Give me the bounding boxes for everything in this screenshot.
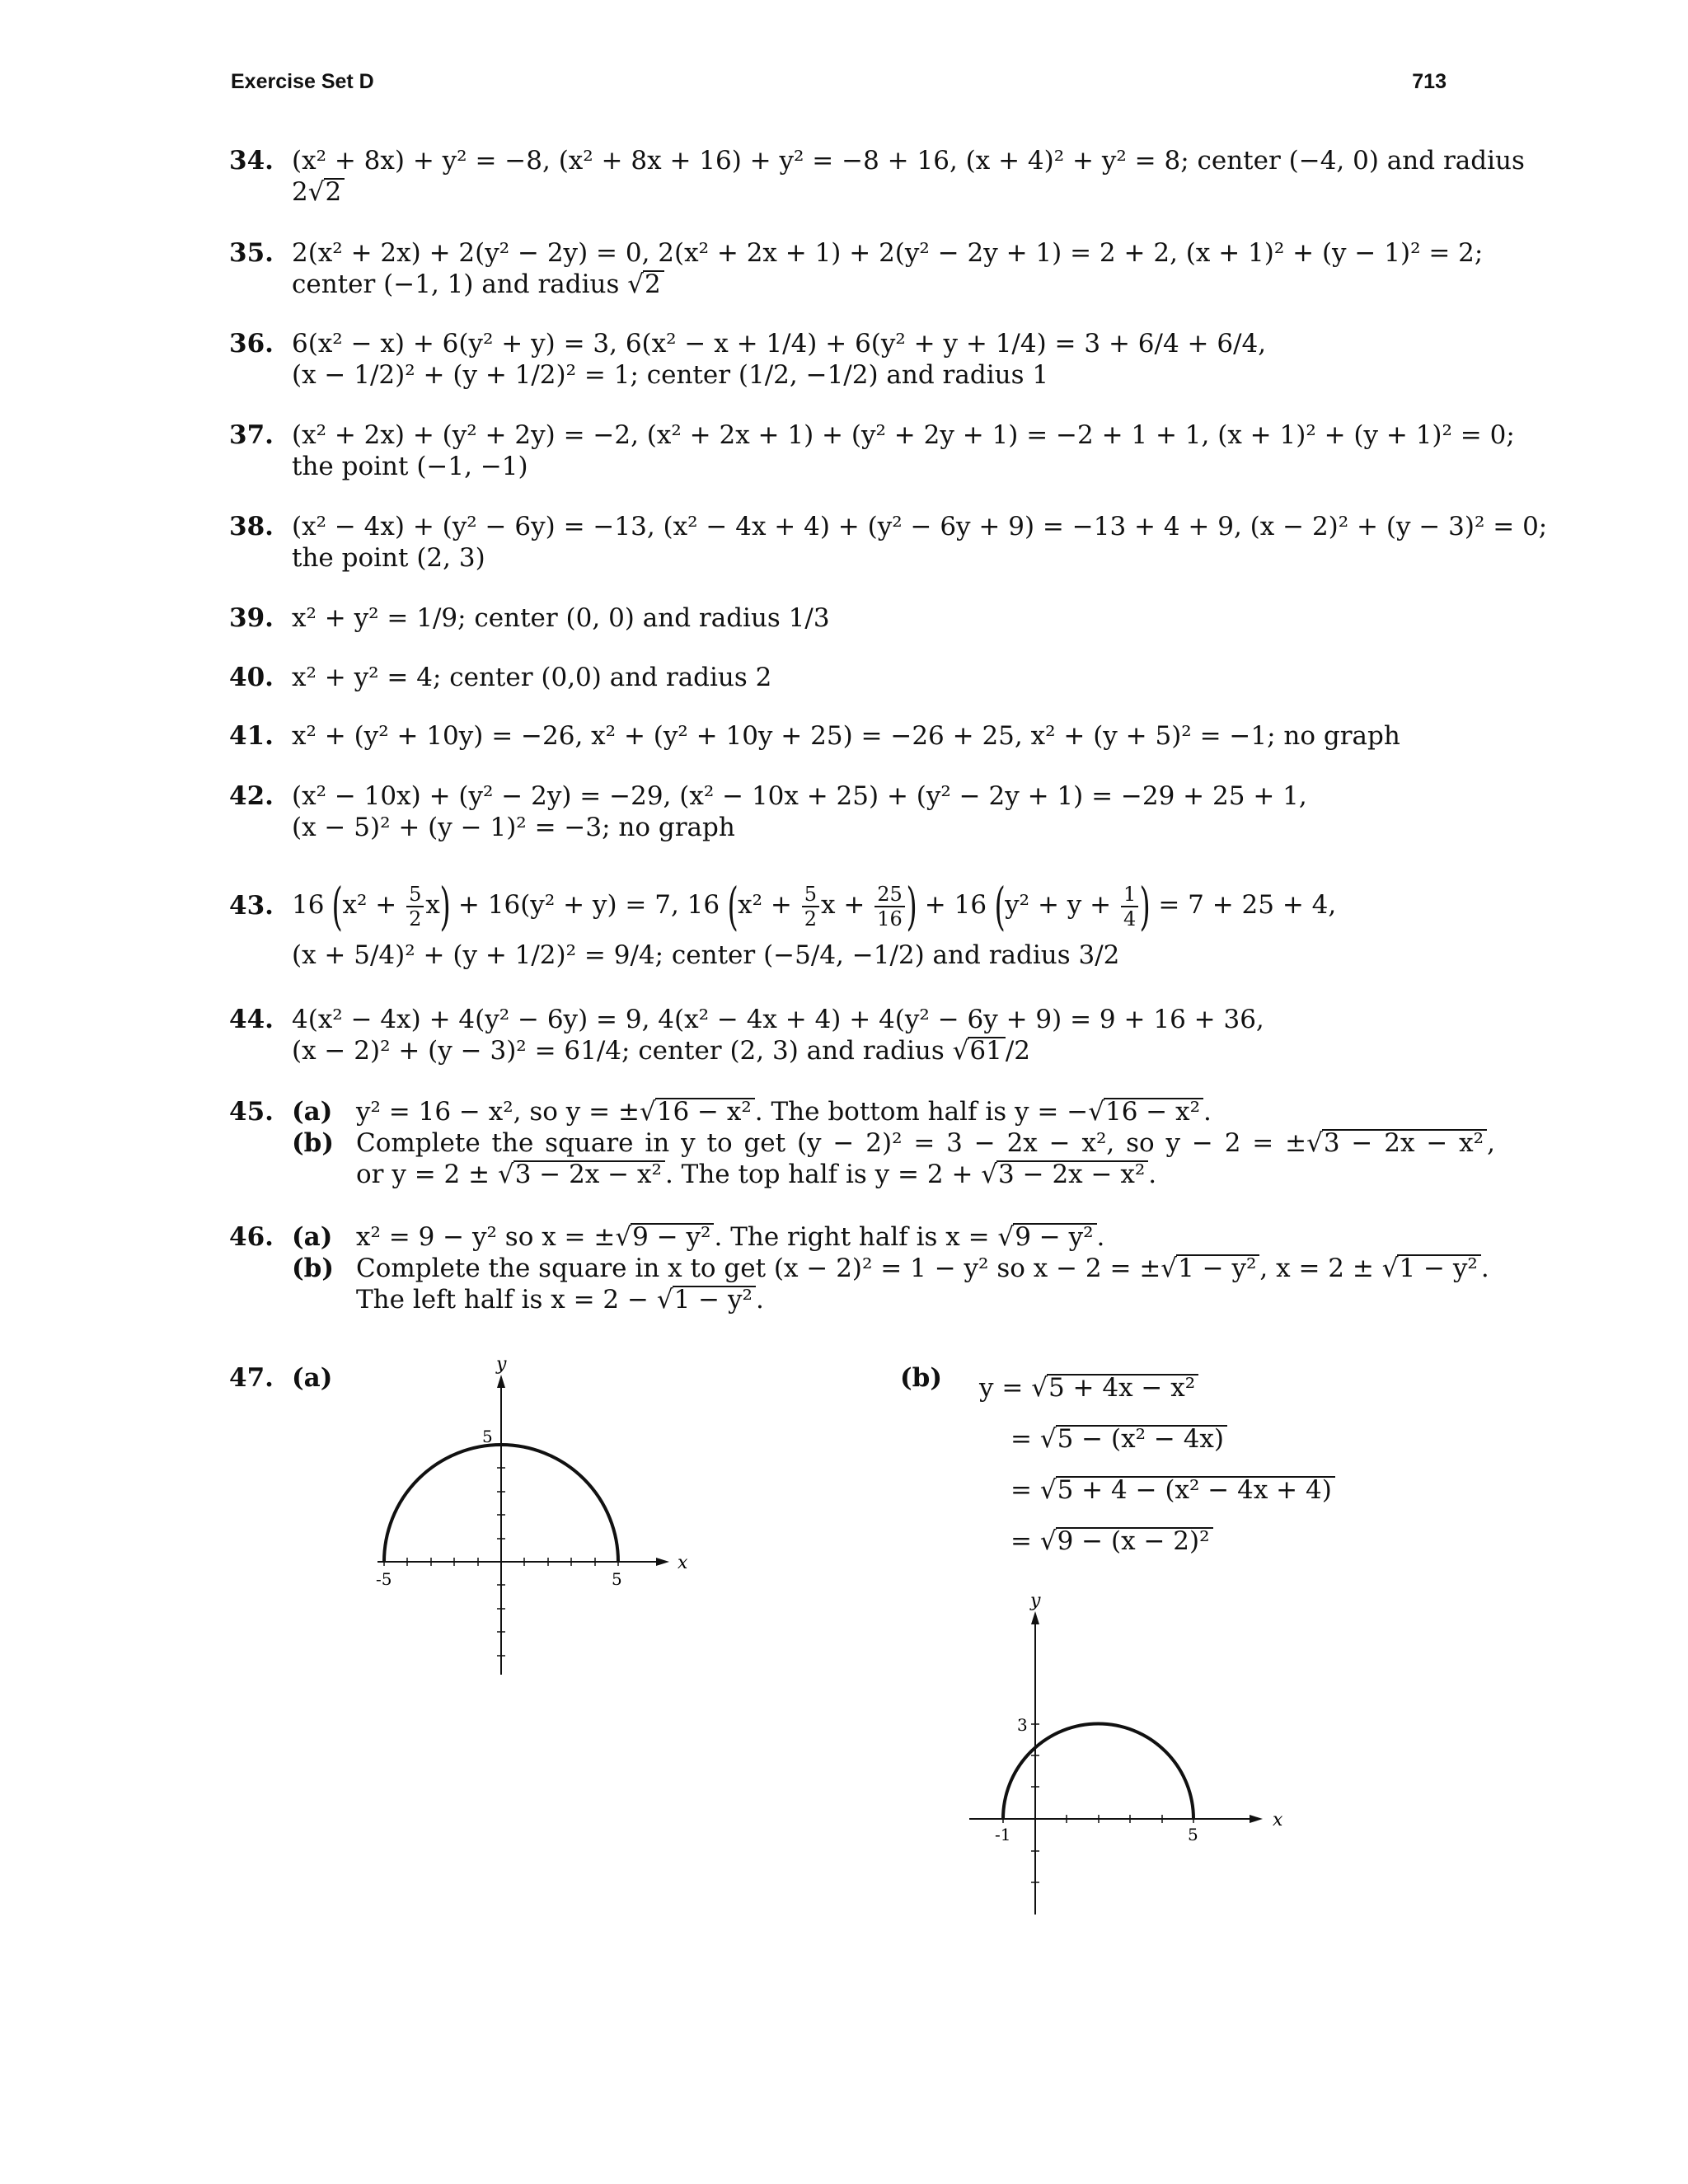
solution-text: x² = 9 − y² so x = ± — [356, 1222, 616, 1252]
part-a — [292, 1096, 1449, 1127]
solution-text: . — [1148, 1160, 1157, 1189]
math-text: = — [1010, 1424, 1040, 1454]
denominator: 4 — [1123, 907, 1137, 930]
numerator: 5 — [406, 883, 424, 907]
exercise-40 — [229, 662, 1449, 693]
radicand: 1 − y² — [1176, 1254, 1259, 1281]
y-axis-label: y — [496, 1360, 507, 1375]
solution-text: . — [755, 1285, 764, 1315]
solution-line: (x − 5)² + (y − 1)² = −3; no graph — [292, 813, 735, 842]
solution-text: Complete the square in y to get (y − 2)² = 3 − 2x − x², so y − 2 = ± — [356, 1128, 1307, 1158]
tick-label-top: 5 — [482, 1427, 493, 1446]
solution-line — [356, 1284, 1449, 1315]
exercise-38 — [229, 511, 1548, 574]
radical-sign: √ — [1088, 1097, 1104, 1127]
tick-label-right: 5 — [612, 1569, 622, 1589]
exercise-number: 41. — [229, 721, 274, 751]
solution-line — [292, 1035, 1449, 1066]
exercise-43 — [229, 872, 1449, 971]
math-text: x² + — [342, 890, 406, 920]
solution-text: /2 — [1005, 1036, 1030, 1066]
solution-line — [292, 176, 1449, 208]
exercise-number: 47. — [229, 1363, 274, 1393]
solution-text: . The right half is x = — [714, 1222, 998, 1252]
part-label: (b) — [292, 1254, 335, 1283]
exercise-44 — [229, 1004, 1449, 1066]
radical-sign: √ — [656, 1285, 673, 1315]
radicand: 61 — [968, 1037, 1005, 1063]
solution-text: or y = 2 ± — [356, 1160, 498, 1189]
tick-label-left: -1 — [995, 1825, 1011, 1844]
radical-sign: √ — [997, 1222, 1015, 1252]
part-b — [292, 1127, 1495, 1190]
fraction — [1121, 883, 1138, 930]
fraction — [802, 883, 819, 930]
y-axis-arrow — [1031, 1611, 1039, 1624]
derivation — [979, 1362, 1335, 1567]
math-text: + 16(y² + y) = 7, 16 — [450, 890, 720, 920]
numerator: 1 — [1121, 883, 1138, 907]
tick-label-top: 3 — [1017, 1715, 1028, 1735]
radical-sign: √ — [1039, 1424, 1057, 1454]
solution-line: the point (−1, −1) — [292, 452, 528, 481]
radical-sign: √ — [981, 1160, 998, 1189]
radicand: 9 − y² — [1013, 1223, 1096, 1249]
derivation-row — [1010, 1465, 1335, 1516]
fraction — [874, 883, 905, 930]
solution-line: (x² + 8x) + y² = −8, (x² + 8x + 16) + y² = −8 + 16, (x + 4)² + y² = 8; center (−4, 0) and radius — [292, 146, 1525, 176]
page-number: 713 — [1412, 70, 1447, 93]
solution-line: the point (2, 3) — [292, 543, 485, 573]
radical-sign: √ — [1039, 1475, 1057, 1505]
radical-sign: √ — [615, 1222, 632, 1252]
fraction — [406, 883, 424, 930]
paren-open: ( — [331, 875, 344, 936]
radicand: 9 − y² — [631, 1223, 714, 1249]
radicand: 3 − 2x − x² — [1322, 1129, 1487, 1155]
exercise-39 — [229, 602, 1449, 634]
solution-line: (x + 5/4)² + (y + 1/2)² = 9/4; center (−5/4, −1/2) and radius 3/2 — [292, 940, 1120, 970]
exercise-number: 42. — [229, 781, 274, 811]
exercise-number: 40. — [229, 663, 274, 692]
radicand: 3 − 2x − x² — [513, 1160, 665, 1187]
y-axis-arrow — [497, 1375, 505, 1388]
solution-line — [292, 872, 1449, 938]
math-text: + 16 — [916, 890, 987, 920]
radical-sign: √ — [497, 1160, 514, 1189]
radicand: 3 − 2x − x² — [996, 1160, 1148, 1187]
part-label: (a) — [292, 1222, 333, 1252]
solution-line: 6(x² − x) + 6(y² + y) = 3, 6(x² − x + 1/4) + 6(y² + y + 1/4) = 3 + 6/4 + 6/4, — [292, 329, 1267, 359]
exercise-number: 39. — [229, 603, 274, 633]
x-axis-label: x — [678, 1553, 688, 1573]
exercise-number: 36. — [229, 329, 274, 359]
math-text: 16 — [292, 890, 325, 920]
y-axis-label: y — [1030, 1591, 1041, 1611]
exercise-37 — [229, 419, 1515, 482]
radicand: 2 — [324, 178, 345, 204]
solution-text: , x = 2 ± — [1259, 1254, 1382, 1283]
solution-text: . The bottom half is y = − — [754, 1097, 1089, 1127]
radical-sign: √ — [1306, 1128, 1323, 1158]
solution-line — [356, 1159, 1449, 1190]
solution-text: y² = 16 − x², so y = ± — [356, 1097, 640, 1127]
math-text: x — [425, 890, 440, 920]
solution-line: (x² + 2x) + (y² + 2y) = −2, (x² + 2x + 1) + (y² + 2y + 1) = −2 + 1 + 1, (x + 1)² + (y + 1)² = 0; — [292, 420, 1515, 450]
solution-line: (x − 1/2)² + (y + 1/2)² = 1; center (1/2, −1/2) and radius 1 — [292, 360, 1049, 390]
graph-b — [956, 1586, 1302, 1916]
solution-line: 4(x² − 4x) + 4(y² − 6y) = 9, 4(x² − 4x + 4) + 4(y² − 6y + 9) = 9 + 16 + 36, — [292, 1005, 1264, 1034]
exercise-number: 34. — [229, 146, 274, 176]
exercise-45 — [229, 1096, 1495, 1190]
exercise-number: 38. — [229, 512, 274, 541]
solution-line — [356, 1253, 1489, 1284]
math-text: y = — [979, 1373, 1032, 1403]
solution-line: x² + y² = 1/9; center (0, 0) and radius 1/3 — [292, 603, 830, 633]
solution-text: center (−1, 1) and radius — [292, 269, 628, 299]
paren-open: ( — [727, 875, 738, 936]
derivation-row — [1010, 1413, 1335, 1465]
graph-a — [363, 1360, 692, 1690]
radical-sign: √ — [307, 177, 325, 207]
math-text: = 7 + 25 + 4, — [1150, 890, 1337, 920]
exercise-35 — [229, 237, 1484, 300]
radical-sign: √ — [627, 269, 645, 299]
radicand: 9 − (x − 2)² — [1056, 1527, 1213, 1554]
solution-text: , — [1487, 1128, 1495, 1158]
radicand: 5 − (x² − 4x) — [1056, 1425, 1227, 1451]
denominator: 2 — [409, 907, 422, 930]
math-text: = — [1010, 1526, 1040, 1556]
derivation-row — [979, 1362, 1335, 1413]
page-header — [231, 70, 1447, 103]
paren-close: ) — [1139, 875, 1151, 936]
exercise-41 — [229, 720, 1449, 752]
exercise-number: 43. — [229, 891, 274, 921]
solution-line: (x² − 4x) + (y² − 6y) = −13, (x² − 4x + 4) + (y² − 6y + 9) = −13 + 4 + 9, (x − 2)² + (y − 3)² = 0; — [292, 512, 1548, 541]
radical-sign: √ — [952, 1036, 969, 1066]
numerator: 5 — [802, 883, 819, 907]
coefficient: 2 — [292, 177, 308, 207]
exercise-34 — [229, 145, 1525, 208]
exercise-number: 35. — [229, 238, 274, 268]
math-text: x² + — [738, 890, 800, 920]
radicand: 5 + 4x − x² — [1047, 1374, 1198, 1400]
solution-line: x² + y² = 4; center (0,0) and radius 2 — [292, 663, 772, 692]
exercise-42 — [229, 780, 1449, 843]
section-title: Exercise Set D — [231, 70, 374, 93]
radicand: 16 − x² — [1104, 1098, 1203, 1124]
part-b — [292, 1253, 1489, 1315]
x-axis-arrow — [656, 1558, 669, 1566]
exercise-number: 44. — [229, 1005, 274, 1034]
solution-line: 2(x² + 2x) + 2(y² − 2y) = 0, 2(x² + 2x + 1) + 2(y² − 2y + 1) = 2 + 2, (x + 1)² + (y − 1)² = 2; — [292, 238, 1484, 268]
solution-text: . — [1480, 1254, 1489, 1283]
exercise-36 — [229, 328, 1449, 391]
x-axis-arrow — [1250, 1815, 1263, 1823]
radicand: 2 — [643, 270, 664, 297]
exercise-number: 45. — [229, 1097, 274, 1127]
solution-line: x² + (y² + 10y) = −26, x² + (y² + 10y + 25) = −26 + 25, x² + (y + 5)² = −1; no graph — [292, 721, 1400, 751]
paren-close: ) — [439, 875, 451, 936]
solution-line — [356, 1221, 1449, 1253]
semicircle-curve — [1003, 1724, 1193, 1820]
radicand: 5 + 4 − (x² − 4x + 4) — [1056, 1476, 1335, 1502]
radical-sign: √ — [1160, 1254, 1178, 1283]
tick-label-left: -5 — [376, 1569, 392, 1589]
part-a — [292, 1221, 1449, 1253]
solution-text: . The top half is y = 2 + — [664, 1160, 982, 1189]
math-text: y² + y + — [1005, 890, 1119, 920]
part-label: (b) — [292, 1128, 335, 1158]
part-label: (a) — [292, 1363, 333, 1393]
radical-sign: √ — [1381, 1254, 1399, 1283]
solution-line — [356, 1096, 1449, 1127]
radicand: 1 − y² — [1397, 1254, 1480, 1281]
math-text: x + — [821, 890, 874, 920]
tick-label-right: 5 — [1188, 1825, 1198, 1844]
math-text: = — [1010, 1475, 1040, 1505]
solution-line — [356, 1127, 1495, 1159]
radical-sign: √ — [639, 1097, 656, 1127]
denominator: 2 — [804, 907, 818, 930]
paren-open: ( — [994, 875, 1006, 936]
part-label: (a) — [292, 1097, 333, 1127]
paren-close: ) — [906, 875, 917, 936]
solution-text: The left half is x = 2 − — [356, 1285, 657, 1315]
radicand: 1 − y² — [673, 1286, 756, 1312]
x-axis-label: x — [1273, 1810, 1283, 1830]
solution-text: . — [1096, 1222, 1105, 1252]
radical-sign: √ — [1039, 1526, 1057, 1556]
exercise-number: 37. — [229, 420, 274, 450]
solution-text: (x − 2)² + (y − 3)² = 61/4; center (2, 3) and radius — [292, 1036, 953, 1066]
exercise-46 — [229, 1221, 1489, 1315]
numerator: 25 — [874, 883, 905, 907]
solution-line: (x² − 10x) + (y² − 2y) = −29, (x² − 10x + 25) + (y² − 2y + 1) = −29 + 25 + 1, — [292, 781, 1307, 811]
part-label: (b) — [900, 1363, 943, 1393]
denominator: 16 — [877, 907, 903, 930]
solution-line — [292, 269, 1449, 300]
solution-text: Complete the square in x to get (x − 2)² = 1 − y² so x − 2 = ± — [356, 1254, 1161, 1283]
derivation-row — [1010, 1516, 1335, 1567]
radicand: 16 − x² — [655, 1098, 755, 1124]
solution-text: . — [1203, 1097, 1212, 1127]
exercise-number: 46. — [229, 1222, 274, 1252]
radical-sign: √ — [1031, 1373, 1048, 1403]
